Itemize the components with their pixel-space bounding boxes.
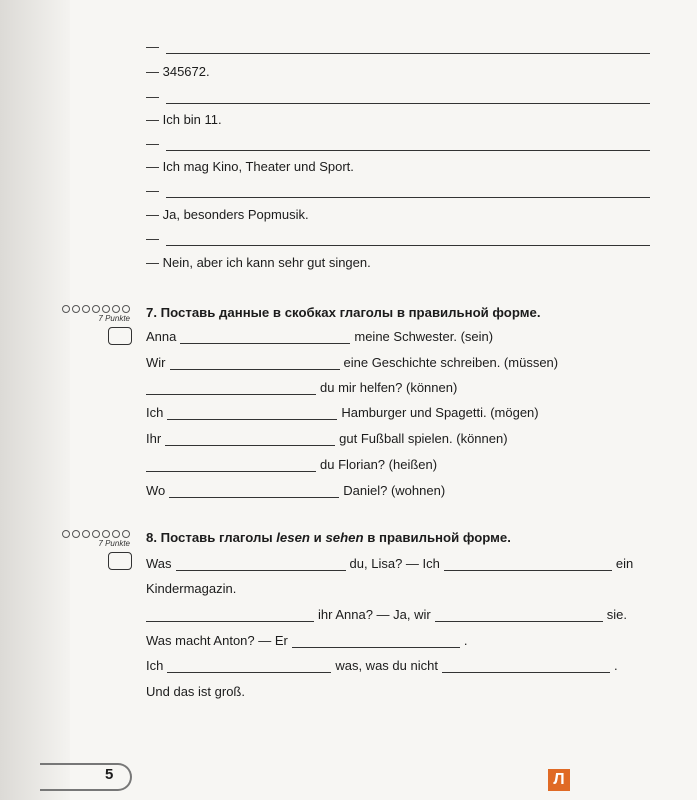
task7-row-6 [146,457,437,472]
answer-blank[interactable] [444,558,612,571]
dialog-answer-1: — 345672. [146,64,210,79]
row-prefix: Wo [146,483,166,498]
task8-row-1 [146,556,633,571]
dash: — [146,231,159,246]
task8-row-5 [146,658,618,673]
row-suffix: Daniel? (wohnen) [343,483,446,498]
row-text: Kindermagazin. [146,581,237,596]
task7-title: 7. Поставь данные в скобках глаголы в правильной форме. [146,305,541,320]
answer-blank[interactable] [146,459,316,472]
page-number: 5 [105,766,114,783]
row-text: ihr Anna? — Ja, wir [318,607,431,622]
dash: — [146,89,159,104]
row-text: Was [146,556,172,571]
dialog-answer-5: — Nein, aber ich kann sehr gut singen. [146,255,371,270]
task8-row-2 [146,581,236,596]
task7-row-3 [146,380,457,395]
task8-row-6 [146,684,245,699]
task8-score [58,530,130,570]
title-part: 8. Поставь глаголы [146,530,277,545]
task7-score-box [108,327,132,345]
dash: — [146,183,159,198]
dialog-answer-3: — Ich mag Kino, Theater und Sport. [146,159,354,174]
row-text: Was macht Anton? — Er [146,633,288,648]
score-dots [58,530,130,538]
answer-blank[interactable] [167,660,331,673]
dialog-question-line-5 [146,232,650,246]
dialog-answer-4: — Ja, besonders Popmusik. [146,207,309,222]
answer-blank[interactable] [180,331,350,344]
row-prefix: Wir [146,355,166,370]
row-text: . [463,633,468,648]
score-dots [58,305,130,313]
row-suffix: gut Fußball spielen. (können) [339,431,508,446]
page-edge-shadow [0,0,70,800]
task8-row-4 [146,633,467,648]
row-suffix: eine Geschichte schreiben. (müssen) [343,355,559,370]
answer-blank[interactable] [167,407,337,420]
task8-score-box [108,552,132,570]
answer-blank[interactable] [170,357,340,370]
answer-blank[interactable] [146,382,316,395]
row-suffix: du mir helfen? (können) [320,380,458,395]
row-text: . [613,658,618,673]
answer-blank[interactable] [442,660,610,673]
answer-blank[interactable] [169,485,339,498]
dialog-question-line-3 [146,137,650,151]
row-prefix: Anna [146,329,177,344]
task7-row-1 [146,329,493,344]
page-number-tab [40,763,132,791]
row-prefix: Ihr [146,431,162,446]
row-text: sie. [606,607,627,622]
task7-row-4 [146,405,539,420]
answer-blank[interactable] [165,433,335,446]
task7-row-7 [146,483,445,498]
row-suffix: Hamburger und Spagetti. (mögen) [341,405,539,420]
task8-points: 7 Punkte [98,539,130,548]
dialog-question-line-4 [146,184,650,198]
verb-lesen: lesen [276,530,310,545]
row-text: du, Lisa? — Ich [349,556,440,571]
title-part: и [310,530,326,545]
row-prefix: Ich [146,405,164,420]
answer-blank[interactable] [435,609,603,622]
task7-row-2 [146,355,558,370]
dash: — [146,39,159,54]
dialog-question-line-1 [146,40,650,54]
publisher-logo: Л [548,769,570,791]
row-suffix: du Florian? (heißen) [320,457,438,472]
row-text: was, was du nicht [335,658,438,673]
row-text: Und das ist groß. [146,684,245,699]
answer-blank[interactable] [176,558,346,571]
dialog-question-line-2 [146,90,650,104]
row-text: ein [615,556,634,571]
verb-sehen: sehen [325,530,364,545]
row-suffix: meine Schwester. (sein) [354,329,494,344]
answer-blank[interactable] [146,609,314,622]
task8-title [146,530,511,545]
task7-row-5 [146,431,508,446]
title-part: в правильной форме. [363,530,511,545]
task7-score [58,305,130,345]
task8-row-3 [146,607,627,622]
dash: — [146,136,159,151]
row-text: Ich [146,658,164,673]
answer-blank[interactable] [292,635,460,648]
task7-points: 7 Punkte [98,314,130,323]
dialog-answer-2: — Ich bin 11. [146,112,222,127]
